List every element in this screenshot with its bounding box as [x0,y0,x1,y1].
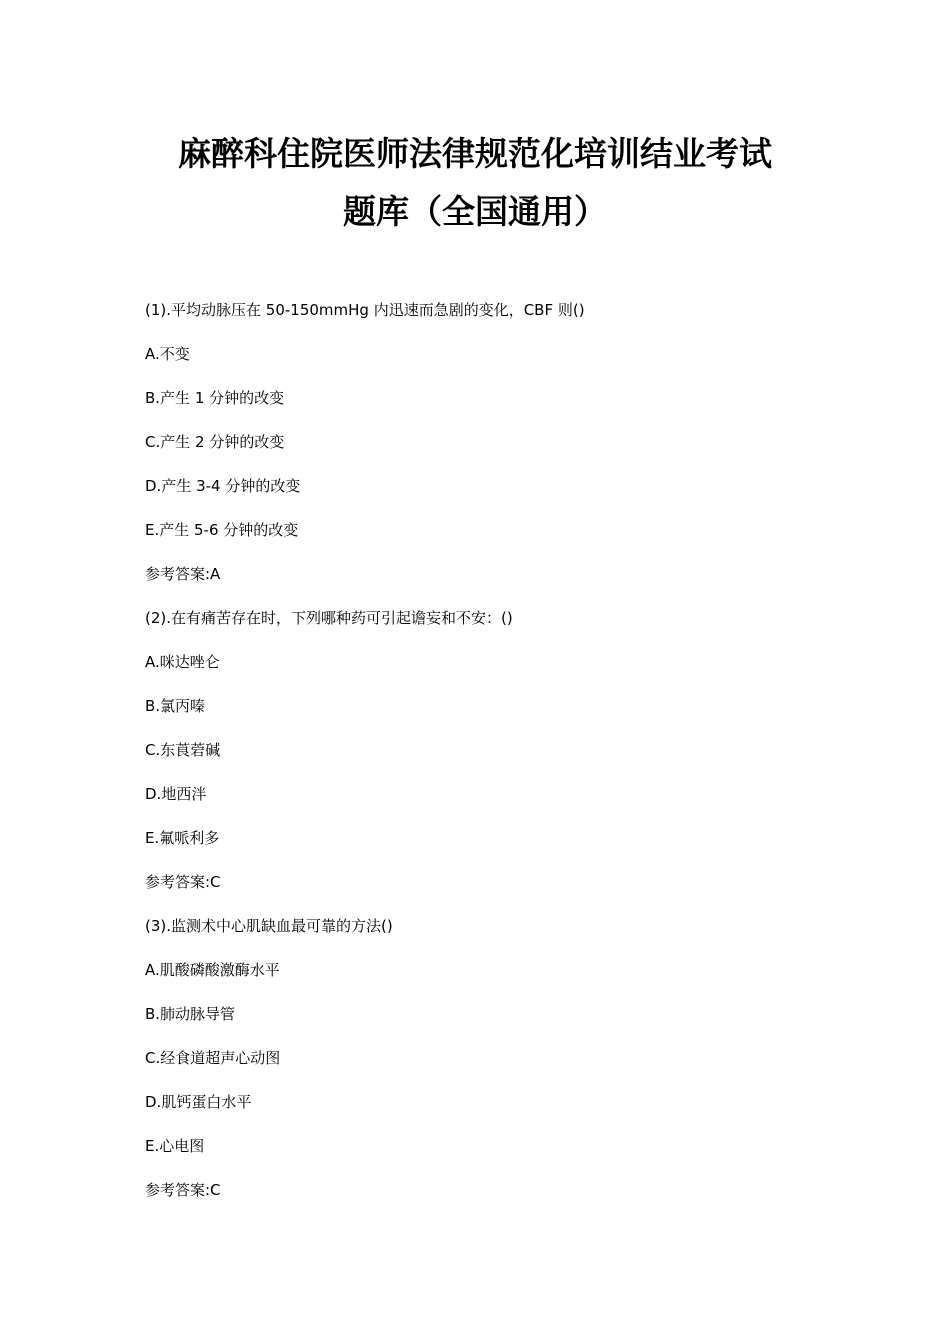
option-c: C.产生 2 分钟的改变 [145,433,285,451]
question-block-2 [145,606,845,914]
option-d: D.产生 3-4 分钟的改变 [145,477,301,495]
option-b: B.产生 1 分钟的改变 [145,389,285,407]
question-block-3 [145,914,845,1222]
reference-answer: 参考答案:A [145,565,221,583]
option-c: C.东莨菪碱 [145,741,221,759]
reference-answer: 参考答案:C [145,873,221,891]
document-title-line-2: 题库（全国通用） [343,192,607,231]
question-text: (2).在有痛苦存在时，下列哪种药可引起谵妄和不安：() [145,609,513,627]
option-a: A.咪达唑仑 [145,653,220,671]
option-b: B.氯丙嗪 [145,697,206,715]
question-block-1 [145,298,845,606]
option-c: C.经食道超声心动图 [145,1049,281,1067]
option-d: D.地西泮 [145,785,207,803]
document-title-line-1: 麻醉科住院医师法律规范化培训结业考试 [178,134,772,173]
option-e: E.心电图 [145,1137,205,1155]
option-e: E.产生 5-6 分钟的改变 [145,521,299,539]
reference-answer: 参考答案:C [145,1181,221,1199]
option-b: B.肺动脉导管 [145,1005,236,1023]
option-a: A.不变 [145,345,190,363]
question-text: (1).平均动脉压在 50-150mmHg 内迅速而急剧的变化，CBF 则() [145,301,585,319]
option-d: D.肌钙蛋白水平 [145,1093,252,1111]
option-a: A.肌酸磷酸激酶水平 [145,961,280,979]
question-text: (3).监测术中心肌缺血最可靠的方法() [145,917,393,935]
question-list [145,298,845,1222]
option-e: E.氟哌利多 [145,829,220,847]
